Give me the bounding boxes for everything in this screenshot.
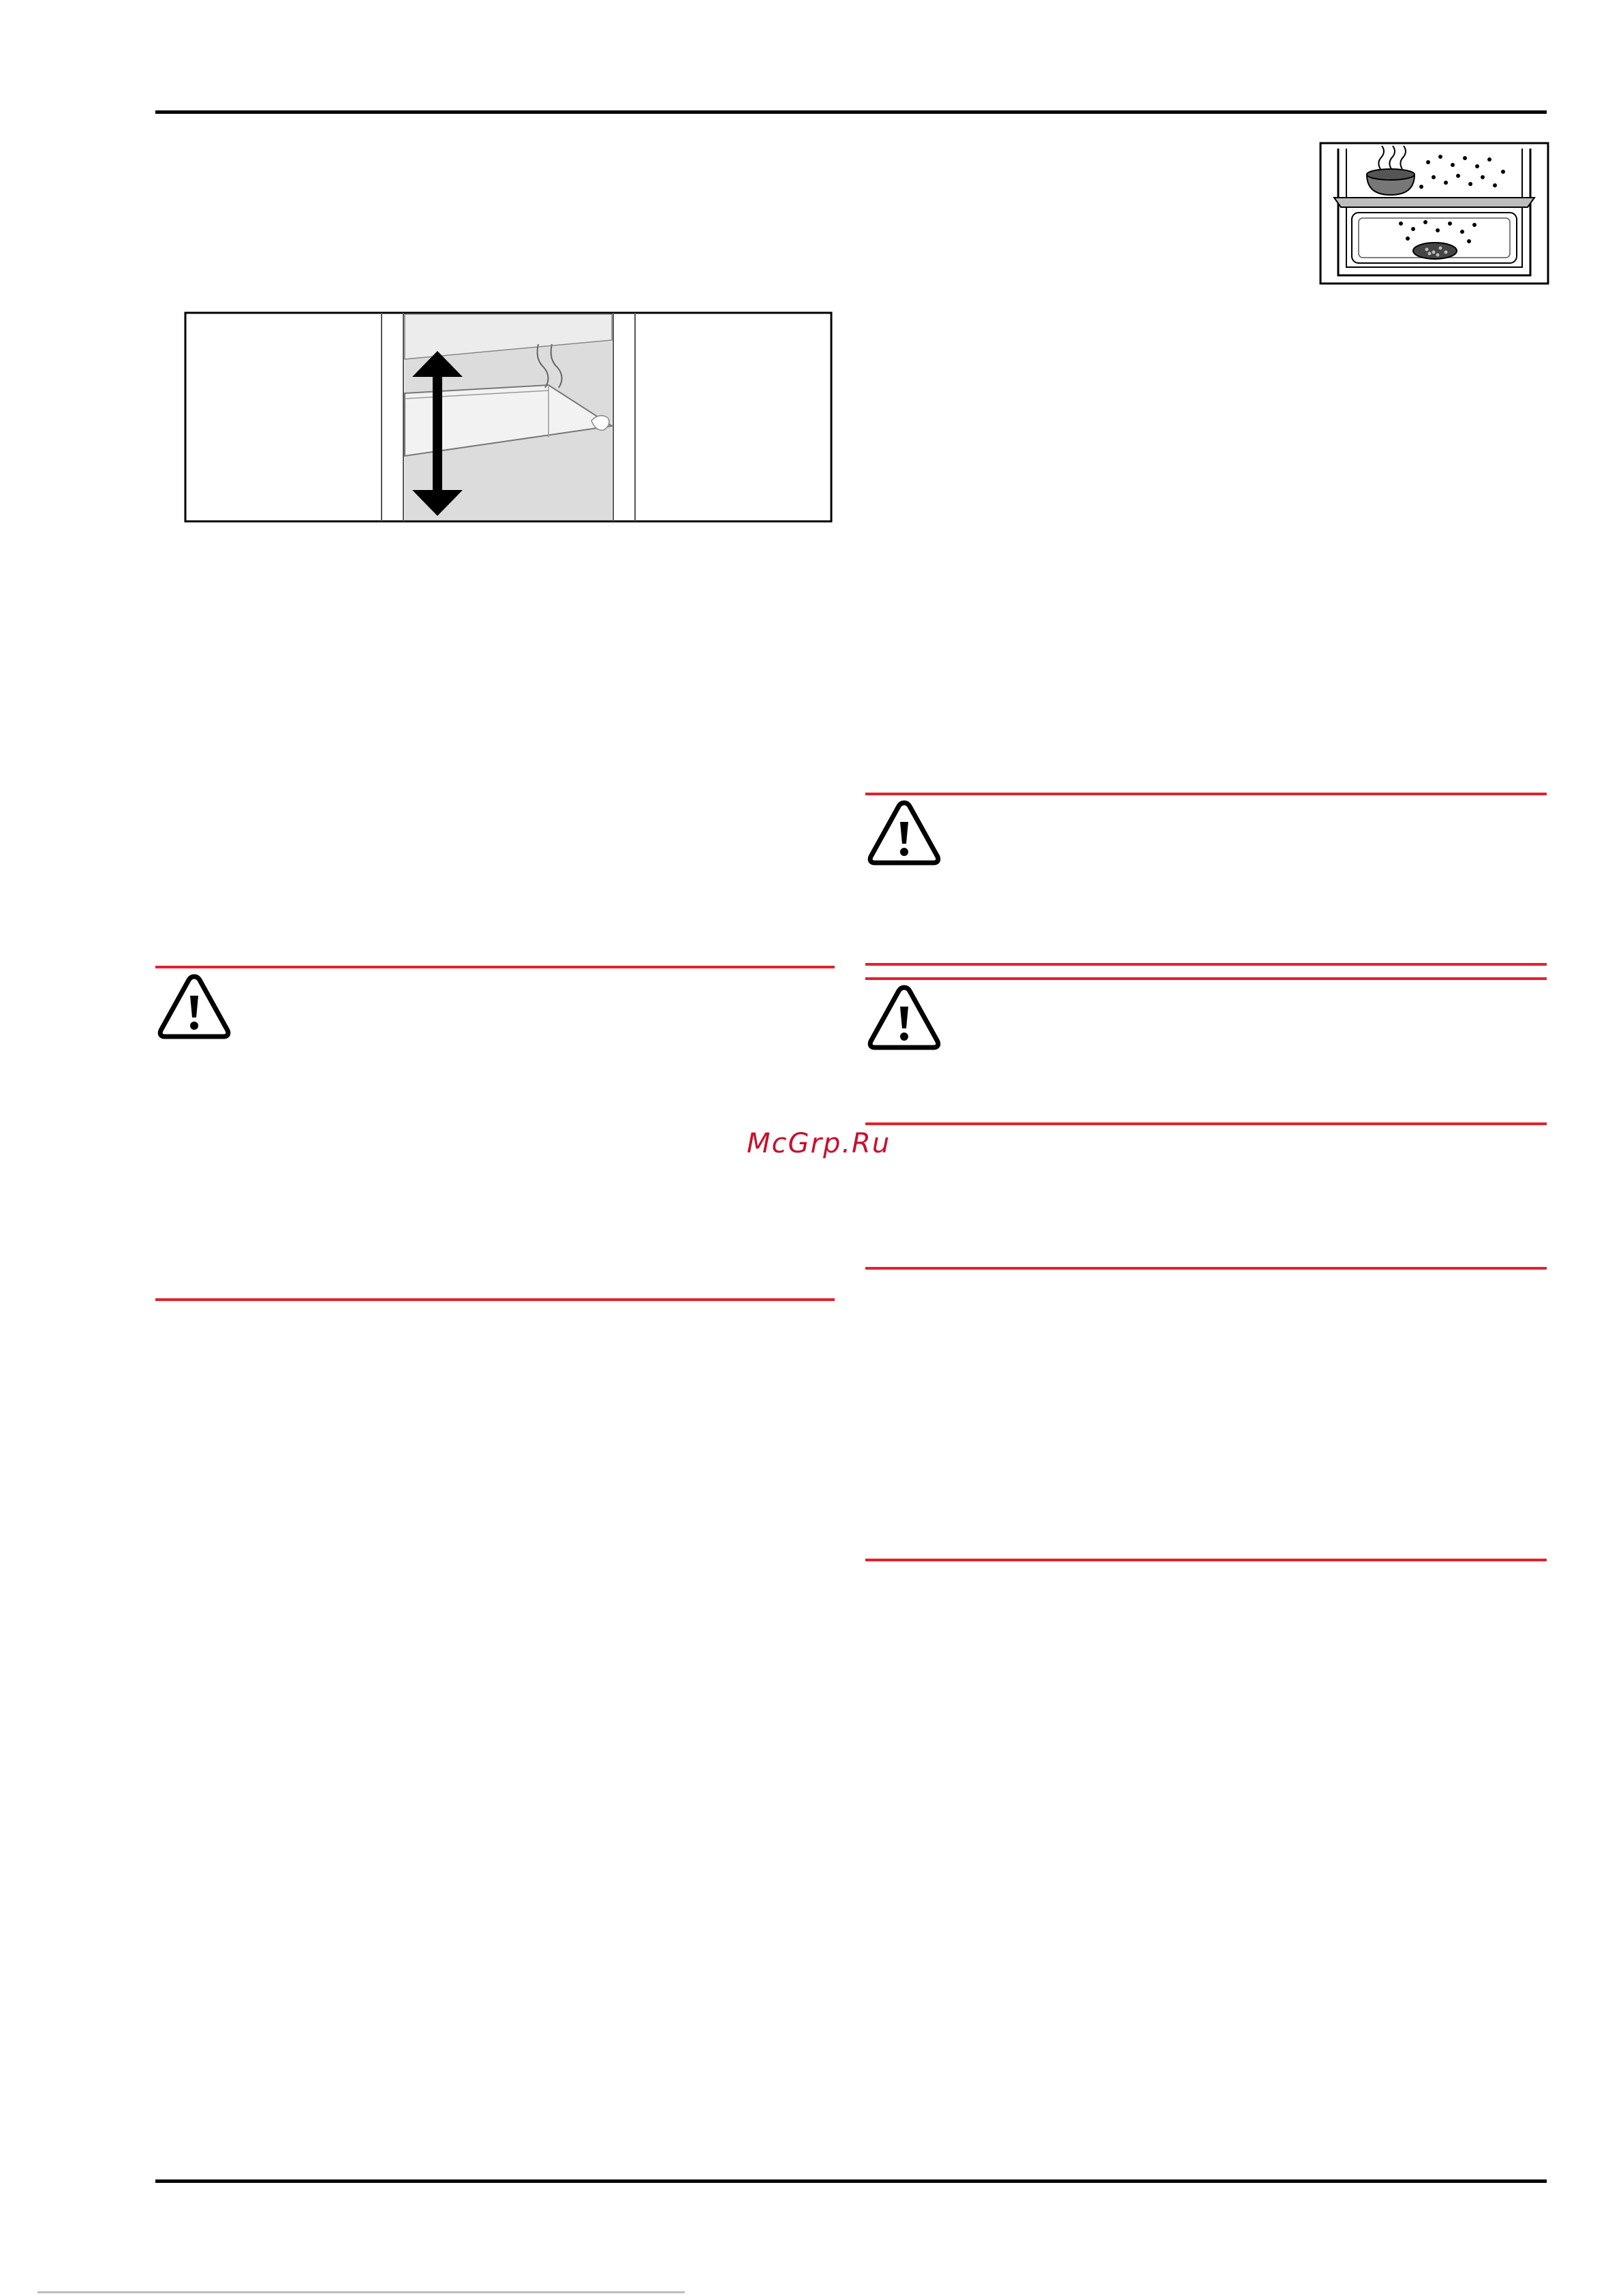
- watermark-text: McGrp.Ru: [747, 1128, 891, 1159]
- left-warning-bottom-rule: [155, 1298, 835, 1301]
- bottom-edge-line: [37, 2291, 685, 2293]
- right-warning1-bottom-rule: [865, 963, 1547, 966]
- right-section-rule-1: [865, 1267, 1547, 1270]
- header-rule: [155, 110, 1547, 114]
- left-warning-top-rule: [155, 966, 835, 968]
- right-warning2-bottom-rule: [865, 1122, 1547, 1125]
- right-section-rule-2: [865, 1559, 1547, 1561]
- footer-rule: [155, 2179, 1547, 2183]
- condensation-figure: [1319, 142, 1549, 285]
- shelf-adjust-figure: [184, 311, 833, 523]
- warning-triangle-icon: [867, 799, 942, 867]
- right-warning1-top-rule: [865, 793, 1547, 795]
- right-warning2-top-rule: [865, 977, 1547, 980]
- warning-triangle-icon: [157, 973, 232, 1041]
- warning-triangle-icon: [867, 983, 942, 1052]
